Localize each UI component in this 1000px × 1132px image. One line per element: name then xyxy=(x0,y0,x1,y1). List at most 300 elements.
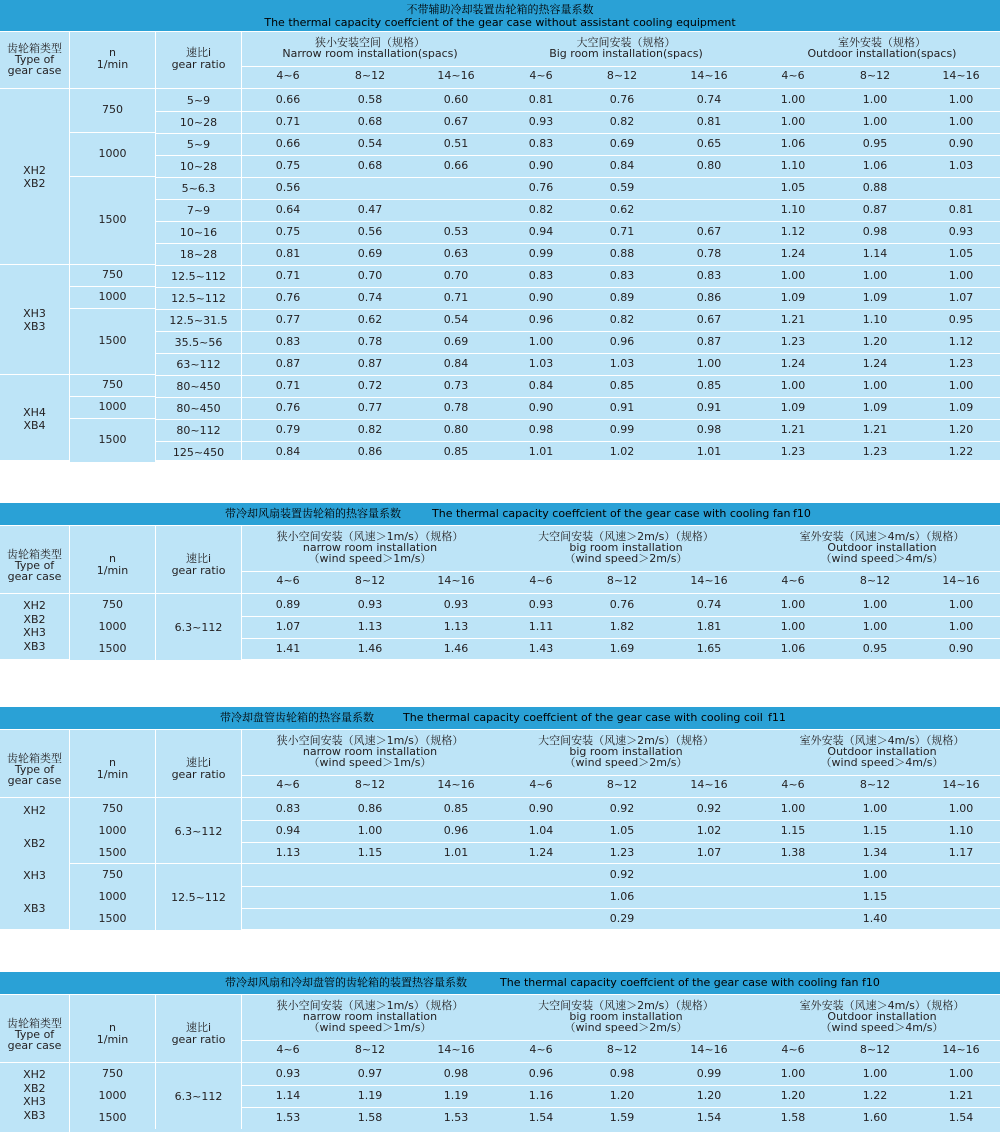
install-group-cn: 室外安装（风速＞4m/s）（规格） xyxy=(799,999,965,1012)
value-cell: 0.78 xyxy=(696,247,722,260)
size-column-header: 4~6 xyxy=(276,69,300,82)
value-cell: 1.10 xyxy=(948,824,974,837)
value-cell: 1.82 xyxy=(609,620,635,633)
value-cell: 1.00 xyxy=(948,1067,974,1080)
size-column-header: 14~16 xyxy=(690,1043,728,1056)
ratio-cell: 5~6.3 xyxy=(181,182,216,195)
value-cell: 1.00 xyxy=(862,379,888,392)
value-cell: 1.11 xyxy=(528,620,554,633)
rpm-value: 750 xyxy=(70,798,155,820)
table1-title-cn: 不带辅助冷却装置齿轮箱的热容量系数 xyxy=(406,3,594,16)
ratio-cell: 10~16 xyxy=(179,226,218,239)
install-group-en: narrow room installation xyxy=(302,541,438,554)
value-cell: 0.92 xyxy=(609,868,635,881)
value-cell: 1.00 xyxy=(948,93,974,106)
ratio-cell: 6.3~112 xyxy=(174,825,223,838)
rpm-value: 1000 xyxy=(98,290,127,303)
value-cell: 1.20 xyxy=(696,1089,722,1102)
size-column-header: 14~16 xyxy=(437,69,475,82)
size-column-header: 8~12 xyxy=(859,778,891,791)
value-cell: 1.00 xyxy=(862,620,888,633)
value-cell: 1.00 xyxy=(862,598,888,611)
value-cell: 1.00 xyxy=(948,598,974,611)
ratio-cell: 35.5~56 xyxy=(174,336,223,349)
table-header xyxy=(0,526,1000,594)
value-cell: 1.00 xyxy=(948,802,974,815)
value-cell: 1.15 xyxy=(780,824,806,837)
value-cell: 1.06 xyxy=(609,890,635,903)
value-cell: 0.80 xyxy=(696,159,722,172)
value-cell: 1.41 xyxy=(275,642,301,655)
value-cell: 0.92 xyxy=(609,802,635,815)
value-cell: 0.83 xyxy=(275,802,301,815)
value-cell: 0.29 xyxy=(609,912,635,925)
install-group-wind-speed: （wind speed＞2m/s） xyxy=(564,756,688,769)
value-cell: 1.09 xyxy=(862,401,888,414)
value-cell: 0.83 xyxy=(528,137,554,150)
install-group-wind-speed: （wind speed＞1m/s） xyxy=(308,756,432,769)
value-cell: 1.59 xyxy=(609,1111,635,1124)
speed-label: n xyxy=(109,1021,116,1034)
value-cell: 0.60 xyxy=(443,93,469,106)
value-cell: 0.75 xyxy=(275,159,301,172)
rpm-value: 1500 xyxy=(98,334,127,347)
value-cell: 1.00 xyxy=(780,115,806,128)
gear-type: XB2 xyxy=(23,177,46,190)
size-column-header: 8~12 xyxy=(606,69,638,82)
value-cell: 0.67 xyxy=(696,313,722,326)
gear-type-label-en: Type of xyxy=(14,559,55,572)
rpm-value: 1500 xyxy=(70,908,155,930)
value-cell: 1.07 xyxy=(696,846,722,859)
size-column-header: 4~6 xyxy=(781,69,805,82)
value-cell: 1.00 xyxy=(780,1067,806,1080)
value-cell: 0.90 xyxy=(948,642,974,655)
value-cell: 0.96 xyxy=(528,313,554,326)
gear-type-label-cn: 齿轮箱类型 xyxy=(7,1017,62,1030)
value-cell: 0.56 xyxy=(357,225,383,238)
value-cell: 1.06 xyxy=(780,137,806,150)
value-cell: 0.93 xyxy=(443,598,469,611)
rpm-value: 1500 xyxy=(70,842,155,864)
value-cell: 1.00 xyxy=(948,379,974,392)
value-cell: 1.20 xyxy=(780,1089,806,1102)
gear-type: XB2 xyxy=(23,612,46,626)
ratio-cell: 18~28 xyxy=(179,248,218,261)
value-cell: 0.87 xyxy=(275,357,301,370)
install-group-cn: 大空间安装（风速＞2m/s）（规格） xyxy=(538,999,714,1012)
value-cell: 1.69 xyxy=(609,642,635,655)
value-cell: 0.65 xyxy=(696,137,722,150)
value-cell: 1.03 xyxy=(609,357,635,370)
value-cell: 1.09 xyxy=(862,291,888,304)
value-cell: 0.78 xyxy=(357,335,383,348)
table2-title-banner xyxy=(0,503,1000,525)
value-cell: 0.51 xyxy=(443,137,469,150)
value-cell: 1.01 xyxy=(696,445,722,458)
ratio-cell: 6.3~112 xyxy=(174,621,223,634)
column-divider xyxy=(241,1063,242,1129)
value-cell: 0.71 xyxy=(275,269,301,282)
type-divider xyxy=(0,374,70,375)
value-cell: 0.63 xyxy=(443,247,469,260)
value-cell: 0.89 xyxy=(275,598,301,611)
install-group-wind-speed: （wind speed＞4m/s） xyxy=(820,1021,944,1034)
value-cell: 1.10 xyxy=(780,159,806,172)
install-group-cn: 大空间安装（风速＞2m/s）（规格） xyxy=(538,734,714,747)
rpm-cell xyxy=(70,133,156,177)
value-cell: 0.99 xyxy=(696,1067,722,1080)
install-group-cn: 室外安装（风速＞4m/s）（规格） xyxy=(799,530,965,543)
value-cell: 1.09 xyxy=(948,401,974,414)
value-cell: 0.66 xyxy=(443,159,469,172)
value-cell: 1.03 xyxy=(528,357,554,370)
install-group-wind-speed: （wind speed＞2m/s） xyxy=(564,552,688,565)
value-cell: 1.00 xyxy=(357,824,383,837)
value-cell: 0.71 xyxy=(275,379,301,392)
value-cell: 1.00 xyxy=(780,269,806,282)
value-cell: 1.00 xyxy=(780,379,806,392)
value-cell: 0.54 xyxy=(443,313,469,326)
size-column-header: 8~12 xyxy=(859,574,891,587)
size-column-header: 8~12 xyxy=(354,1043,386,1056)
speed-unit: 1/min xyxy=(96,58,129,71)
speed-label: n xyxy=(109,46,116,59)
value-cell: 1.02 xyxy=(696,824,722,837)
value-cell: 1.23 xyxy=(780,335,806,348)
size-column-header: 8~12 xyxy=(606,778,638,791)
value-cell: 0.95 xyxy=(862,137,888,150)
size-row-divider xyxy=(242,66,1000,67)
value-cell: 0.70 xyxy=(443,269,469,282)
gear-type-label-en: Type of xyxy=(14,53,55,66)
value-cell: 0.56 xyxy=(275,181,301,194)
value-cell: 1.53 xyxy=(275,1111,301,1124)
value-cell: 0.68 xyxy=(357,159,383,172)
value-cell: 0.66 xyxy=(275,93,301,106)
value-cell: 0.89 xyxy=(609,291,635,304)
value-cell: 1.00 xyxy=(862,93,888,106)
table3-title-cn: 带冷却盘管齿轮箱的热容量系数 xyxy=(220,711,374,724)
size-column-header: 4~6 xyxy=(276,1043,300,1056)
value-cell: 1.20 xyxy=(609,1089,635,1102)
value-cell: 0.85 xyxy=(443,445,469,458)
value-cell: 0.97 xyxy=(357,1067,383,1080)
install-group-en: Outdoor installation xyxy=(827,745,937,758)
value-cell: 0.92 xyxy=(696,802,722,815)
value-cell: 0.47 xyxy=(357,203,383,216)
size-column-header: 8~12 xyxy=(859,1043,891,1056)
value-cell: 0.74 xyxy=(696,93,722,106)
value-cell: 0.74 xyxy=(357,291,383,304)
value-cell: 0.90 xyxy=(528,291,554,304)
value-cell: 0.69 xyxy=(357,247,383,260)
value-cell: 1.60 xyxy=(862,1111,888,1124)
size-column-header: 8~12 xyxy=(354,778,386,791)
rpm-value: 1000 xyxy=(70,820,155,842)
size-row-divider xyxy=(242,571,1000,572)
value-cell: 0.76 xyxy=(275,401,301,414)
table1-title-en: The thermal capacity coeffcient of the gear case without assistant cooling equipment xyxy=(264,16,736,29)
install-group-en: Outdoor installation xyxy=(827,1010,937,1023)
value-cell: 1.24 xyxy=(780,247,806,260)
value-cell: 0.98 xyxy=(443,1067,469,1080)
value-cell: 0.82 xyxy=(609,313,635,326)
value-cell: 1.54 xyxy=(528,1111,554,1124)
value-cell: 1.00 xyxy=(862,115,888,128)
value-cell: 1.06 xyxy=(862,159,888,172)
value-cell: 0.79 xyxy=(275,423,301,436)
value-cell: 1.00 xyxy=(780,802,806,815)
value-cell: 0.77 xyxy=(357,401,383,414)
value-cell: 0.99 xyxy=(528,247,554,260)
ratio-label-cn: 速比i xyxy=(185,756,212,769)
ratio-label-en: gear ratio xyxy=(171,768,226,781)
value-cell: 0.95 xyxy=(862,642,888,655)
table4-title-banner xyxy=(0,972,1000,994)
type-divider xyxy=(0,462,70,463)
value-cell: 0.76 xyxy=(528,181,554,194)
value-cell: 0.77 xyxy=(275,313,301,326)
rpm-value: 1500 xyxy=(70,1107,155,1129)
value-cell: 0.67 xyxy=(443,115,469,128)
value-cell: 0.81 xyxy=(948,203,974,216)
ratio-cell: 63~112 xyxy=(176,358,221,371)
size-column-header: 14~16 xyxy=(942,1043,980,1056)
value-cell: 1.58 xyxy=(357,1111,383,1124)
table1 xyxy=(0,32,1000,460)
value-cell: 0.91 xyxy=(696,401,722,414)
value-cell: 1.20 xyxy=(948,423,974,436)
value-cell: 0.90 xyxy=(528,159,554,172)
value-cell: 0.83 xyxy=(528,269,554,282)
gear-type-label-en: Type of xyxy=(14,1028,55,1041)
value-cell: 0.91 xyxy=(609,401,635,414)
value-cell: 0.76 xyxy=(275,291,301,304)
install-group-cn: 狭小空间安装（风速＞1m/s）（规格） xyxy=(276,734,464,747)
value-cell: 1.38 xyxy=(780,846,806,859)
value-cell: 0.87 xyxy=(696,335,722,348)
value-cell: 1.09 xyxy=(780,401,806,414)
value-cell: 0.84 xyxy=(609,159,635,172)
size-column-header: 8~12 xyxy=(606,1043,638,1056)
value-cell: 1.15 xyxy=(862,890,888,903)
rpm-cell xyxy=(70,89,156,133)
value-cell: 1.17 xyxy=(948,846,974,859)
value-cell: 0.85 xyxy=(443,802,469,815)
gear-type: XH3 xyxy=(23,307,46,320)
rpm-value: 1000 xyxy=(70,1085,155,1107)
value-cell: 1.21 xyxy=(780,423,806,436)
value-cell: 0.96 xyxy=(443,824,469,837)
value-cell: 1.23 xyxy=(862,445,888,458)
value-cell: 1.00 xyxy=(948,115,974,128)
gear-type-label-en2: gear case xyxy=(7,774,62,787)
gear-type-label-en2: gear case xyxy=(7,570,62,583)
value-cell: 0.75 xyxy=(275,225,301,238)
value-cell: 0.86 xyxy=(357,802,383,815)
value-cell: 1.19 xyxy=(443,1089,469,1102)
value-cell: 1.05 xyxy=(609,824,635,837)
value-cell: 1.53 xyxy=(443,1111,469,1124)
value-cell: 1.23 xyxy=(948,357,974,370)
ratio-cell: 10~28 xyxy=(179,116,218,129)
value-cell: 1.24 xyxy=(780,357,806,370)
value-cell: 1.10 xyxy=(780,203,806,216)
install-group-en: big room installation xyxy=(569,1010,683,1023)
gear-type: XH4 xyxy=(23,406,46,419)
value-cell: 1.14 xyxy=(862,247,888,260)
value-cell: 1.81 xyxy=(696,620,722,633)
install-group-cn: 狭小安装空间（规格） xyxy=(315,36,425,49)
value-cell: 0.69 xyxy=(609,137,635,150)
gear-type-label-en2: gear case xyxy=(7,64,62,77)
value-cell: 0.83 xyxy=(609,269,635,282)
table3-code: f11 xyxy=(768,711,786,724)
value-cell: 0.94 xyxy=(528,225,554,238)
value-cell: 1.22 xyxy=(862,1089,888,1102)
value-cell: 0.66 xyxy=(275,137,301,150)
install-group-cn: 大空间安装（风速＞2m/s）（规格） xyxy=(538,530,714,543)
install-group-wind-speed: （wind speed＞1m/s） xyxy=(308,552,432,565)
install-group-cn: 狭小空间安装（风速＞1m/s）（规格） xyxy=(276,999,464,1012)
value-cell: 1.23 xyxy=(780,445,806,458)
value-cell: 0.82 xyxy=(609,115,635,128)
gear-type: XH2 xyxy=(23,1068,46,1081)
column-divider xyxy=(241,594,242,660)
value-cell: 0.86 xyxy=(696,291,722,304)
column-divider xyxy=(241,798,242,930)
ratio-label-en: gear ratio xyxy=(171,1033,226,1046)
ratio-label-cn: 速比i xyxy=(185,46,212,59)
rpm-cell xyxy=(70,265,156,287)
value-cell: 1.04 xyxy=(528,824,554,837)
size-column-header: 4~6 xyxy=(781,574,805,587)
rpm-value: 750 xyxy=(70,864,155,886)
value-cell: 0.72 xyxy=(357,379,383,392)
gear-type: XB3 xyxy=(23,1108,46,1122)
rpm-cell xyxy=(70,177,156,265)
speed-unit: 1/min xyxy=(96,1033,129,1046)
value-cell: 0.73 xyxy=(443,379,469,392)
value-cell: 0.96 xyxy=(609,335,635,348)
gear-type: XH3 xyxy=(23,626,46,639)
value-cell: 0.78 xyxy=(443,401,469,414)
size-column-header: 4~6 xyxy=(781,1043,805,1056)
install-group-en: Outdoor installation(spacs) xyxy=(807,47,957,60)
value-cell: 0.90 xyxy=(528,401,554,414)
rpm-value: 1000 xyxy=(70,616,155,638)
table2 xyxy=(0,526,1000,659)
table2-title-cn: 带冷却风扇装置齿轮箱的热容量系数 xyxy=(225,507,401,520)
size-column-header: 4~6 xyxy=(529,574,553,587)
value-cell: 1.15 xyxy=(357,846,383,859)
size-column-header: 14~16 xyxy=(437,778,475,791)
value-cell: 0.84 xyxy=(443,357,469,370)
value-cell: 0.82 xyxy=(528,203,554,216)
install-group-cn: 狭小空间安装（风速＞1m/s）（规格） xyxy=(276,530,464,543)
value-cell: 0.67 xyxy=(696,225,722,238)
value-cell: 1.12 xyxy=(948,335,974,348)
value-cell: 1.00 xyxy=(528,335,554,348)
value-cell: 1.20 xyxy=(862,335,888,348)
gear-type-label-en: Type of xyxy=(14,763,55,776)
value-cell: 1.54 xyxy=(948,1111,974,1124)
speed-label: n xyxy=(109,756,116,769)
table2-title-en: The thermal capacity coeffcient of the gear case with cooling fan xyxy=(432,507,791,520)
size-column-header: 4~6 xyxy=(781,778,805,791)
table4-title-cn: 带冷却风扇和冷却盘管的齿轮箱的装置热容量系数 xyxy=(225,976,467,989)
rpm-value: 750 xyxy=(102,378,123,391)
value-cell: 1.12 xyxy=(780,225,806,238)
value-cell: 1.21 xyxy=(780,313,806,326)
value-cell: 0.76 xyxy=(609,93,635,106)
value-cell: 0.93 xyxy=(275,1067,301,1080)
size-column-header: 8~12 xyxy=(354,574,386,587)
ratio-cell: 5~9 xyxy=(186,94,211,107)
value-cell: 0.74 xyxy=(696,598,722,611)
value-cell: 0.76 xyxy=(609,598,635,611)
value-cell: 0.64 xyxy=(275,203,301,216)
install-group-cn: 大空间安装（规格） xyxy=(576,36,676,49)
size-column-header: 4~6 xyxy=(529,1043,553,1056)
value-cell: 0.71 xyxy=(275,115,301,128)
rpm-value: 1500 xyxy=(70,638,155,660)
rpm-value: 1500 xyxy=(98,213,127,226)
rpm-value: 750 xyxy=(70,594,155,616)
gear-type: XH3 xyxy=(23,869,46,882)
value-cell: 0.99 xyxy=(609,423,635,436)
value-cell: 1.46 xyxy=(443,642,469,655)
value-cell: 1.58 xyxy=(780,1111,806,1124)
value-cell: 0.71 xyxy=(609,225,635,238)
ratio-cell: 80~112 xyxy=(176,424,221,437)
speed-unit: 1/min xyxy=(96,564,129,577)
gear-type: XH2 xyxy=(23,804,46,817)
value-cell: 0.80 xyxy=(443,423,469,436)
value-cell: 0.90 xyxy=(948,137,974,150)
table3 xyxy=(0,730,1000,929)
value-cell: 1.24 xyxy=(862,357,888,370)
install-group-en: narrow room installation xyxy=(302,1010,438,1023)
size-column-header: 14~16 xyxy=(942,69,980,82)
value-cell: 1.00 xyxy=(862,269,888,282)
table-header xyxy=(0,32,1000,89)
value-cell: 0.95 xyxy=(948,313,974,326)
value-cell: 0.62 xyxy=(357,313,383,326)
install-group-en: narrow room installation xyxy=(302,745,438,758)
rpm-cell xyxy=(70,309,156,375)
size-column-header: 14~16 xyxy=(690,778,728,791)
gear-type-label-cn: 齿轮箱类型 xyxy=(7,42,62,55)
gear-type-label-cn: 齿轮箱类型 xyxy=(7,752,62,765)
gear-type: XB2 xyxy=(23,1081,46,1095)
size-column-header: 14~16 xyxy=(437,1043,475,1056)
value-cell: 0.93 xyxy=(948,225,974,238)
value-cell: 1.46 xyxy=(357,642,383,655)
value-cell: 1.06 xyxy=(780,642,806,655)
value-cell: 1.09 xyxy=(780,291,806,304)
value-cell: 0.86 xyxy=(357,445,383,458)
rpm-value: 1000 xyxy=(98,400,127,413)
value-cell: 0.53 xyxy=(443,225,469,238)
size-column-header: 4~6 xyxy=(529,69,553,82)
value-cell: 1.40 xyxy=(862,912,888,925)
value-cell: 1.05 xyxy=(780,181,806,194)
speed-label: n xyxy=(109,552,116,565)
value-cell: 0.98 xyxy=(528,423,554,436)
install-group-wind-speed: （wind speed＞4m/s） xyxy=(820,756,944,769)
